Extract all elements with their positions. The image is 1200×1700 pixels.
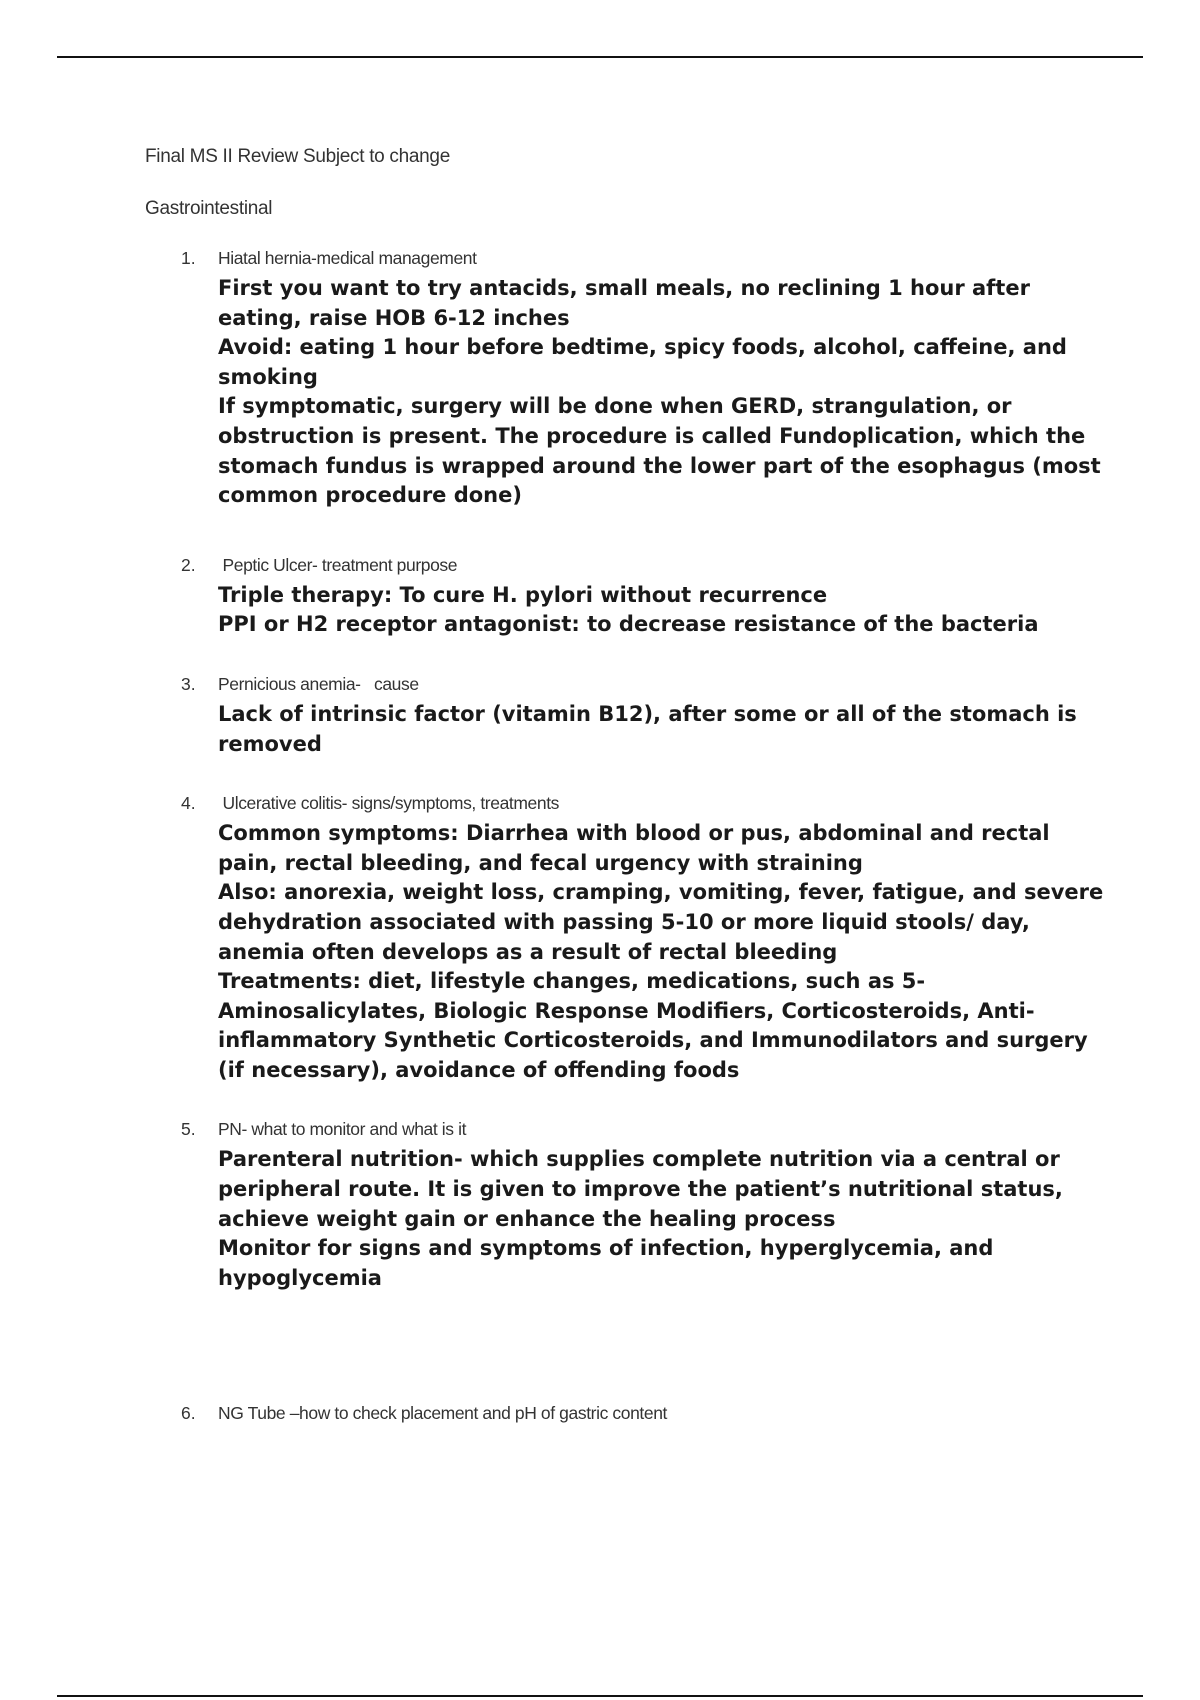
item-heading: Ulcerative colitis- signs/symptoms, treatments [218,793,560,814]
item-heading: NG Tube –how to check placement and pH of gastric content [218,1403,667,1424]
answer-paragraph: Lack of intrinsic factor (vitamin B12), after some or all of the stomach is removed [218,701,1077,756]
item-heading: Pernicious anemia- cause [218,673,419,694]
item-answer [218,700,1105,759]
item-number: 6. [181,1403,196,1424]
answer-paragraph: Avoid: eating 1 hour before bedtime, spicy foods, alcohol, caffeine, and smoking [218,335,1067,389]
answer-paragraph: Treatments: diet, lifestyle changes, medications, such as 5-Aminosalicylates, Biologic Response Modifiers, Corticosteroids, Anti-inflammatory Synthetic Corticosteroids, and Immunodilators and surgery (if necessary), avoidance of offending foods [218,969,1088,1082]
bottom-rule [57,1695,1143,1697]
answer-paragraph: Also: anorexia, weight loss, cramping, vomiting, fever, fatigue, and severe dehydration associated with passing 5-10 or more liquid stools/ day, anemia often develops as a result of rectal bleeding [218,880,1104,964]
item-number: 3. [181,673,196,694]
item-number: 1. [181,248,196,268]
item-heading: PN- what to monitor and what is it [218,1119,467,1140]
answer-paragraph: Parenteral nutrition- which supplies complete nutrition via a central or peripheral route. It is given to improve the patient’s nutritional status, achieve weight gain or enhance the healing process [218,1147,1063,1231]
item-heading: Hiatal hernia-medical management [218,248,477,268]
section-title: Gastrointestinal [145,198,273,219]
list-item-6 [145,1401,1105,1425]
item-answer [218,819,1105,1085]
answer-paragraph: PPI or H2 receptor antagonist: to decrease resistance of the bacteria [218,612,1039,637]
answer-paragraph: Monitor for signs and symptoms of infection, hyperglycemia, and hypoglycemia [218,1236,994,1290]
list-item-2 [145,553,1105,640]
item-number: 4. [181,793,196,814]
document-title: Final MS II Review Subject to change [145,146,450,167]
list-item-3 [145,672,1105,759]
item-answer [218,274,1105,511]
item-answer [218,581,1105,640]
item-heading: Peptic Ulcer- treatment purpose [218,554,458,575]
top-rule [57,56,1143,58]
list-item-5 [145,1117,1105,1293]
item-number: 5. [181,1119,196,1140]
list-item-1 [145,246,1105,511]
document-page [145,145,1105,1425]
answer-paragraph: Common symptoms: Diarrhea with blood or pus, abdominal and rectal pain, rectal bleeding, and fecal urgency with straining [218,821,1050,875]
answer-paragraph: First you want to try antacids, small meals, no reclining 1 hour after eating, raise HOB 6-12 inches [218,276,1030,330]
answer-paragraph: If symptomatic, surgery will be done when GERD, strangulation, or obstruction is present. The procedure is called Fundoplication, which the stomach fundus is wrapped around the lower part of the esophagus (most common procedure done) [218,394,1101,508]
answer-paragraph: Triple therapy: To cure H. pylori without recurrence [218,582,828,607]
item-number: 2. [181,554,196,575]
list-item-4 [145,791,1105,1085]
item-answer [218,1145,1105,1293]
